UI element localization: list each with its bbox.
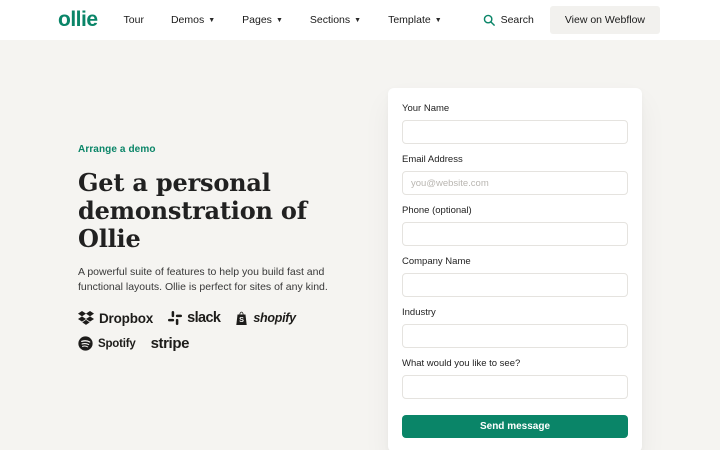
spotify-icon [78, 336, 93, 351]
dropbox-icon [78, 311, 94, 325]
chevron-down-icon: ▼ [354, 16, 362, 24]
industry-label: Industry [402, 307, 436, 318]
nav-item-template[interactable] [388, 14, 442, 26]
shopify-wordmark: shopify [253, 311, 296, 325]
title-line: Get a personal [78, 168, 271, 197]
industry-input[interactable] [402, 324, 628, 348]
search-label: Search [500, 14, 534, 26]
dropbox-wordmark: Dropbox [99, 310, 154, 326]
form-field-email [402, 154, 628, 195]
slack-logo [168, 310, 220, 326]
nav-item-pages[interactable] [242, 14, 283, 26]
client-logos-row-2 [78, 335, 340, 352]
name-input[interactable] [402, 120, 628, 144]
form-field-phone [402, 205, 628, 246]
chevron-down-icon: ▼ [434, 16, 442, 24]
ollie-logo[interactable]: ollie [58, 8, 98, 31]
title-line: demonstration of [78, 196, 307, 225]
search-icon [483, 14, 495, 26]
page-title [78, 169, 340, 253]
message-input[interactable] [402, 375, 628, 399]
nav-item-label: Demos [170, 14, 205, 26]
demo-request-form [388, 88, 642, 450]
nav-item-label: Sections [309, 14, 351, 26]
phone-input[interactable] [402, 222, 628, 246]
hero-content [78, 144, 340, 352]
nav-item-label: Pages [242, 14, 272, 26]
phone-label: Phone (optional) [402, 205, 472, 216]
chevron-down-icon: ▼ [208, 16, 216, 24]
send-message-button[interactable]: Send message [402, 415, 628, 438]
spotify-logo [78, 336, 136, 351]
company-input[interactable] [402, 273, 628, 297]
email-input[interactable] [402, 171, 628, 195]
message-label: What would you like to see? [402, 358, 521, 369]
spotify-wordmark: Spotify [98, 337, 136, 350]
eyebrow-label: Arrange a demo [78, 144, 156, 155]
title-line: Ollie [78, 224, 141, 253]
company-label: Company Name [402, 256, 471, 267]
navbar-right [483, 6, 660, 34]
stripe-logo [151, 335, 189, 352]
nav-item-demos[interactable] [171, 14, 215, 26]
shopify-logo [235, 311, 295, 326]
nav-item-label: Template [388, 14, 431, 26]
form-field-industry [402, 307, 628, 348]
navbar [0, 0, 720, 40]
view-on-webflow-button[interactable]: View on Webflow [550, 6, 660, 34]
nav-links [124, 14, 442, 26]
client-logos-row-1 [78, 310, 340, 326]
slack-wordmark: slack [187, 310, 221, 326]
svg-text:S: S [239, 314, 245, 324]
form-field-name [402, 103, 628, 144]
stripe-wordmark: stripe [150, 335, 190, 352]
name-label: Your Name [402, 103, 450, 114]
chevron-down-icon: ▼ [275, 16, 283, 24]
form-field-message [402, 358, 628, 399]
nav-item-sections[interactable] [310, 14, 361, 26]
search-button[interactable] [483, 14, 534, 26]
hero-description: A powerful suite of features to help you build fast and functional layouts. Ollie is perfect for sites of any kind. [78, 266, 328, 293]
shopify-icon [235, 311, 248, 326]
form-field-company [402, 256, 628, 297]
dropbox-logo [78, 311, 153, 326]
email-label: Email Address [402, 154, 463, 165]
slack-icon [168, 311, 182, 325]
nav-item-tour[interactable] [124, 14, 144, 26]
nav-item-label: Tour [123, 14, 144, 26]
demo-section [0, 40, 720, 450]
